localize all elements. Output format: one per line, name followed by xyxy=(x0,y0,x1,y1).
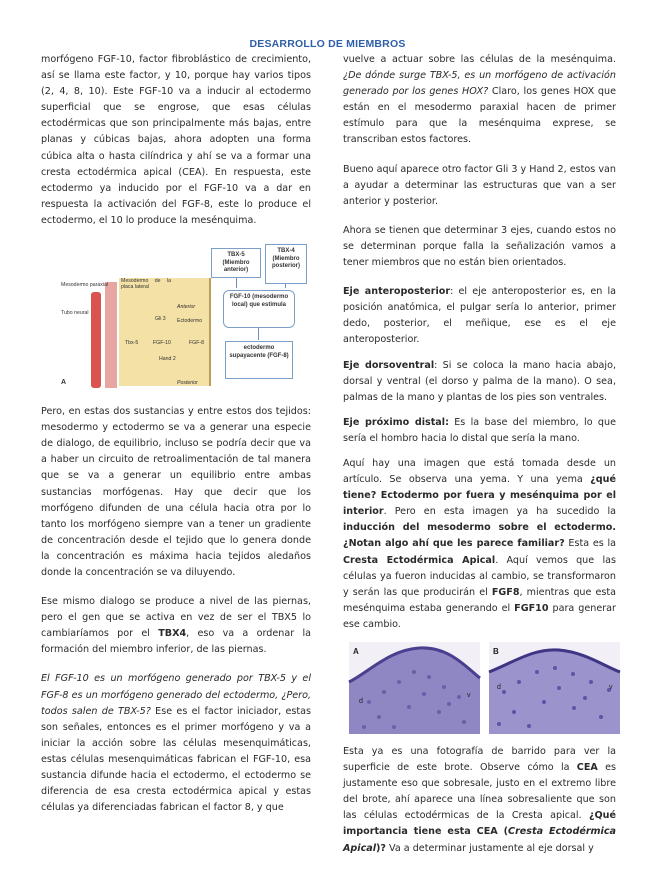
paragraph: vuelve a actuar sobre las células de la mesénquima. ¿De dónde surge TBX-5, es un morfógeno de activación generado por los genes HOX? Claro, los genes HOX que están en el mesodermo paraxial hacen de primer estímulo para que la mesénquima exprese, se transcriban estos factores. xyxy=(343,54,616,146)
fgf10-box: FGF-10 (mesodermo local) que estimula xyxy=(223,290,295,328)
right-column xyxy=(343,52,616,870)
paragraph: Pero, en estas dos sustancias y entre estos dos tejidos: mesodermo y ectodermo se va a generar una especie de dialogo, de equilibrio, incluso se podría decir que va a haber un circuito de retroalimentación de tal manera que se va a generar un equilibrio entre ambas sustancias morfógenas. Hay que decir que los morfógeno difunden de una célula hacia otra por lo tanto los morfógeno siempre van a tener un gradiente de concentración desde el tejido que lo genera donde la concentración es máxima hacia tejidos aledaños donde la concentración se va diluyendo. xyxy=(41,406,311,578)
label-tbx5-sketch: Tbx-5 xyxy=(125,340,139,347)
paragraph: Bueno aquí aparece otro factor Gli 3 y Hand 2, estos van a ayudar a determinar las estructuras que van a ser anterior y posterior. xyxy=(343,163,616,207)
tbx5-box: TBX-5 (Miembro anterior) xyxy=(211,248,261,278)
label-paraxial-mesoderm: Mesodermo paraxial xyxy=(61,282,108,289)
paragraph: Eje dorsoventral: Si se coloca la mano hacia abajo, dorsal y ventral (el dorso y palma de la mano). O sea, palmas de la mano y plantas de los pies son ventrales. xyxy=(343,359,616,403)
micrograph-a-ventral-label: v xyxy=(467,692,471,699)
arrow xyxy=(258,328,259,340)
page-header: DESARROLLO DE MIEMBROS xyxy=(249,38,406,50)
label-posterior: Posterior xyxy=(177,380,198,387)
paraxial-mesoderm-shape xyxy=(91,292,101,388)
micrograph-b-dorsal-label: d xyxy=(497,684,501,691)
micrograph-a xyxy=(349,642,480,734)
tbx4-box: TBX-4 (Miembro posterior) xyxy=(265,244,307,284)
label-hand2: Hand 2 xyxy=(159,356,176,363)
micrograph-a-label: A xyxy=(353,647,359,656)
label-panel-a: A xyxy=(61,379,67,387)
label-neural-tube: Tubo neural xyxy=(61,310,89,317)
micrograph-b-image xyxy=(489,642,620,734)
neural-tube-shape xyxy=(105,282,117,388)
label-gli3: Gli 3 xyxy=(155,316,166,323)
paragraph: Eje anteroposterior: el eje anteroposterior es, en la posición anatómica, el pulgar sería lo anterior, primer dedo, posterior, el meñique, ese es el eje anteroposterior. xyxy=(343,286,616,346)
left-column xyxy=(41,52,311,829)
limb-signaling-diagram xyxy=(59,242,309,390)
label-anterior: Anterior xyxy=(177,304,196,311)
ectoderm-box: ectodermo supayacente (FGF-8) xyxy=(225,341,293,379)
paragraph: Eje próximo distal: Es la base del miembro, lo que sería el hombro hacia lo distal que sería la mano. xyxy=(343,416,616,444)
label-ectoderm: Ectodermo xyxy=(177,318,203,325)
limb-bud-micrographs xyxy=(349,642,621,734)
micrograph-a-dorsal-label: d xyxy=(359,698,363,705)
label-fgf8-sketch: FGF-8 xyxy=(189,340,204,347)
paragraph: Aquí hay una imagen que está tomada desde un artículo. Se observa una yema. Y una yema ¿qué tiene? Ectodermo por fuera y mesénquima por el interior. Pero en esta imagen ya ha sucedido la inducción del mesodermo sobre el ectodermo. ¿Notan algo ahí que les parece familiar? Esta es la Cresta Ectodérmica Apical. Aquí vemos que las células ya fueron inducidas al cambio, se transformaron y serán las que producirán el FGF8, mientras que esta mesénquima estaba generando el FGF10 para generar ese cambio. xyxy=(343,457,617,630)
micrograph-a-image xyxy=(349,642,480,734)
micrograph-b-label: B xyxy=(493,647,499,656)
micrograph-b-ventral-label: v xyxy=(609,684,613,691)
label-fgf10-sketch: FGF-10 xyxy=(153,340,171,347)
paragraph: El FGF-10 es un morfógeno generado por TBX-5 y el FGF-8 es un morfógeno generado del ectodermo, ¿Pero, todos salen de TBX-5? Ese es el factor iniciador, estas son señales, entonces es el primer morfógeno y va a iniciar la acción sobre las células mesenquimáticas, estas células mesenquimáticas fabrican el FGF-10, esa sustancia difunde hacia el ectodermo, el ectodermo se diferencia de esa cresta ectodérmica apical y estas células ya diferenciadas fabrican el factor 8, y que xyxy=(41,673,311,814)
limb-bud-shape xyxy=(119,278,211,386)
arrow xyxy=(236,278,237,288)
paragraph: morfógeno FGF-10, factor fibroblástico de crecimiento, así se llama este factor, y 10, porque hay varios tipos (2, 4, 8, 10). Este FGF-10 va a inducir al ectodermo superficial que se engrose, que esas células ectodérmicas que son principalmente más bajas, entre planas y cúbicas bajas, ahora adopten una forma cúbica alta o hasta cilíndrica y ahí se va a formar una cresta ectodérmica apical (CEA). En respuesta, este ectodermo ya inducido por el FGF-10 va a dar en respuesta la activación del FGF-8, este lo produce el ectodermo, el 10 lo produce la mesénquima. xyxy=(41,54,311,226)
arrow xyxy=(285,284,286,288)
label-lateral-plate-mesoderm: Mesodermo de la placa lateral xyxy=(121,278,171,291)
paragraph: Ahora se tienen que determinar 3 ejes, cuando estos no se determinan porque falla la señalización vamos a tener miembros que no están bien orientados. xyxy=(343,224,616,269)
paragraph: Esta ya es una fotografía de barrido para ver la superficie de este brote. Observe cómo la CEA es justamente eso que sobresale, justo en el extremo libre del brote, ahí aparece una línea sobresaliente que son las células ectodérmicas de la Cresta apical. ¿Qué importancia tiene esta CEA (Cresta Ectodérmica Apical)? Va a determinar justamente al eje dorsal y xyxy=(343,746,617,854)
micrograph-b xyxy=(489,642,620,734)
paragraph: Ese mismo dialogo se produce a nivel de las piernas, pero el gen que se activa en vez de ser el TBX5 lo cambiaríamos por el TBX4, eso va a ordenar la formación del miembro inferior, de las piernas. xyxy=(41,596,311,656)
